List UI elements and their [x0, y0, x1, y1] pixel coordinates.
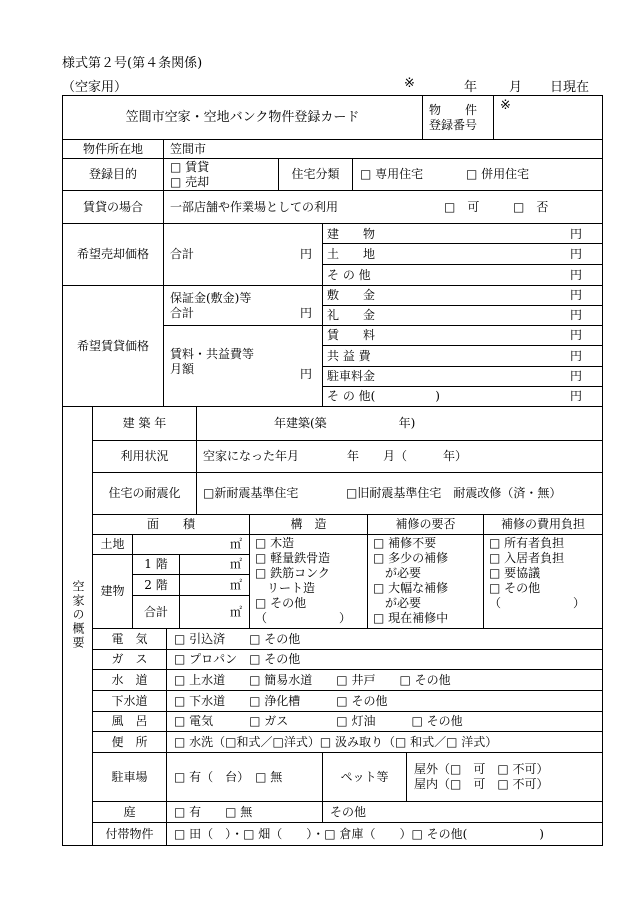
date-year: 年 — [464, 80, 478, 95]
pet-options[interactable] — [414, 753, 599, 801]
housing-dedicated-checkbox[interactable]: □ 専用住宅 — [360, 167, 424, 181]
repair-option: が必要 — [373, 566, 422, 580]
build-year-value: 年建築(築 年) — [274, 416, 416, 430]
rent-item-unit: 円 — [570, 308, 583, 322]
deposit-label-line2: 合計 — [170, 305, 195, 320]
area-total-sqm: ㎡ — [230, 604, 243, 619]
housing-type-label: 住宅分類 — [291, 167, 340, 181]
cost-option: （ ） — [489, 596, 586, 610]
building-label: 建物 — [100, 584, 125, 598]
monthly-rent-yen: 円 — [300, 366, 313, 381]
monthly-rent-label-line2: 月額 — [170, 362, 195, 376]
purpose-label: 登録目的 — [88, 167, 137, 181]
date-day-present: 日現在 — [550, 80, 590, 95]
structure-option[interactable]: □ 軽量鉄骨造 — [255, 551, 331, 565]
utility-label-sewer: 下水道 — [111, 693, 148, 708]
repair-option[interactable]: □ 現在補修中 — [373, 611, 449, 625]
quake-label: 住宅の耐震化 — [108, 486, 181, 500]
repair-header: 補修の要否 — [395, 517, 456, 531]
structure-options[interactable] — [255, 536, 351, 626]
rental-case-yes-checkbox[interactable]: □ 可 — [444, 199, 480, 214]
cost-option[interactable]: □ 入居者負担 — [489, 551, 565, 565]
rent-item-unit: 円 — [570, 369, 583, 383]
parking-label: 駐車場 — [111, 769, 148, 784]
structure-option[interactable]: □ 木造 — [255, 536, 295, 550]
rent-item-unit: 円 — [570, 288, 583, 302]
housing-combined-checkbox[interactable]: □ 併用住宅 — [466, 167, 530, 181]
purpose-rent-checkbox[interactable]: □ 賃貸 — [170, 159, 210, 174]
rental-case-text: 一部店舗や作業場としての利用 — [170, 199, 339, 214]
utility-label-gas: ガ ス — [111, 652, 148, 666]
cost-option[interactable]: □ 要協議 — [489, 566, 541, 580]
attached-label: 付帯物件 — [105, 826, 154, 841]
repair-options[interactable] — [373, 536, 448, 626]
location-value: 笠間市 — [170, 141, 207, 156]
utility-label-electric: 電 気 — [111, 631, 148, 646]
form-kind: （空家用） — [62, 80, 128, 95]
sale-price-label: 希望売却価格 — [76, 247, 149, 261]
pet-label: ペット等 — [340, 769, 389, 784]
sale-item-unit: 円 — [570, 267, 583, 282]
sale-item-label: 建 物 — [327, 226, 376, 241]
pet-outdoor[interactable]: 屋外（□ 可 □ 不可） — [414, 762, 549, 776]
reg-no-mark: ※ — [500, 98, 511, 113]
structure-header: 構 造 — [290, 517, 327, 531]
sale-item-label: 土 地 — [327, 246, 376, 261]
monthly-rent-label-line1: 賃料・共益費等 — [170, 347, 255, 361]
quake-new-checkbox[interactable]: □新耐震基準住宅 — [203, 486, 299, 500]
repair-option[interactable]: □ 補修不要 — [373, 536, 437, 550]
purpose-sale-checkbox[interactable]: □ 売却 — [170, 174, 210, 189]
date-mark: ※ — [404, 76, 415, 91]
floor2-label: 2 階 — [144, 577, 168, 592]
overview-side-label-text: 空家の概要 — [71, 580, 85, 650]
overview-side-label — [63, 560, 92, 670]
attached-value[interactable]: □ 田（ ）・□ 畑（ ）・□ 倉庫（ ）□ その他( ) — [174, 826, 544, 841]
reg-no-label-line1: 物 件 — [429, 102, 478, 117]
utility-value-bath[interactable]: □ 電気 □ ガス □ 灯油 □ その他 — [174, 714, 463, 728]
rent-item-label: 敷 金 — [327, 288, 376, 302]
rent-item-unit: 円 — [570, 328, 583, 342]
usage-label: 利用状況 — [120, 449, 169, 463]
repair-option[interactable]: □ 大幅な補修 — [373, 581, 449, 595]
repair-option: が必要 — [373, 596, 422, 610]
utility-value-electric[interactable]: □ 引込済 □ その他 — [174, 631, 301, 646]
floor1-label: 1 階 — [144, 557, 168, 571]
build-year-label: 建 築 年 — [122, 416, 167, 430]
rent-item-label: 共 益 費 — [327, 348, 371, 363]
floor1-sqm: ㎡ — [230, 557, 243, 571]
sale-total-label: 合計 — [170, 247, 195, 261]
land-label: 土地 — [100, 537, 125, 551]
card-title: 笠間市空家・空地バンク物件登録カード — [125, 110, 360, 125]
land-sqm: ㎡ — [230, 537, 243, 551]
location-label: 物件所在地 — [82, 141, 143, 156]
deposit-label-line1: 保証金(敷金)等 — [170, 290, 252, 305]
floor2-sqm: ㎡ — [230, 577, 243, 592]
pet-indoor[interactable]: 屋内（□ 可 □ 不可） — [414, 777, 549, 791]
reg-no-label-line2: 登録番号 — [429, 117, 478, 132]
rent-item-label: 礼 金 — [327, 308, 376, 322]
rent-item-unit: 円 — [570, 348, 583, 363]
date-month: 月 — [509, 80, 523, 95]
sale-item-unit: 円 — [570, 246, 583, 261]
utility-value-toilet[interactable]: □ 水洗（□和式／□洋式）□ 汲み取り（□ 和式／□ 洋式） — [174, 734, 498, 749]
cost-option[interactable]: □ 所有者負担 — [489, 536, 565, 550]
structure-option: リート造 — [255, 581, 316, 595]
structure-option: （ ） — [255, 611, 352, 625]
utility-label-bath: 風 呂 — [111, 714, 148, 728]
rent-item-label: 駐車料金 — [327, 369, 376, 383]
garden-value[interactable]: □ 有 □ 無 — [174, 804, 253, 819]
purpose-options[interactable] — [170, 159, 270, 190]
form-number: 様式第２号(第４条関係) — [62, 56, 203, 71]
rent-price-label: 希望賃貸価格 — [76, 338, 149, 353]
rent-item-unit: 円 — [570, 389, 583, 403]
utility-label-water: 水 道 — [111, 672, 148, 687]
parking-value[interactable]: □ 有（ 台） □ 無 — [174, 769, 283, 784]
rent-item-label: そ の 他( ) — [327, 389, 440, 403]
cost-header: 補修の費用負担 — [500, 517, 585, 531]
utility-value-sewer[interactable]: □ 下水道 □ 浄化槽 □ その他 — [174, 693, 388, 708]
utility-label-toilet: 便 所 — [111, 734, 148, 749]
rental-case-label: 賃貸の場合 — [82, 199, 143, 214]
garden-other-label: その他 — [330, 804, 367, 819]
structure-option[interactable]: □ 鉄筋コンク — [255, 566, 330, 580]
area-header: 面 積 — [146, 517, 195, 531]
utility-value-gas[interactable]: □ プロパン □ その他 — [174, 652, 301, 666]
reg-no-label — [429, 96, 493, 139]
sale-item-label: そ の 他 — [327, 267, 371, 282]
structure-option[interactable]: □ その他 — [255, 596, 307, 610]
repair-option[interactable]: □ 多少の補修 — [373, 551, 449, 565]
quake-old-checkbox[interactable]: □旧耐震基準住宅 耐震改修（済・無） — [346, 486, 562, 500]
deposit-label — [170, 286, 300, 325]
cost-option[interactable]: □ その他 — [489, 581, 541, 595]
sale-total-yen: 円 — [300, 247, 313, 261]
garden-label: 庭 — [123, 804, 136, 819]
rental-case-no-checkbox[interactable]: □ 否 — [513, 199, 549, 214]
cost-options[interactable] — [489, 536, 585, 611]
utility-value-water[interactable]: □ 上水道 □ 簡易水道 □ 井戸 □ その他 — [174, 672, 451, 687]
deposit-yen: 円 — [300, 305, 313, 320]
rent-item-label: 賃 料 — [327, 328, 376, 342]
usage-value: 空家になった年月 年 月（ 年） — [203, 449, 468, 463]
sale-item-unit: 円 — [570, 226, 583, 241]
monthly-rent-label — [170, 340, 300, 384]
area-total-label: 合計 — [143, 604, 168, 619]
